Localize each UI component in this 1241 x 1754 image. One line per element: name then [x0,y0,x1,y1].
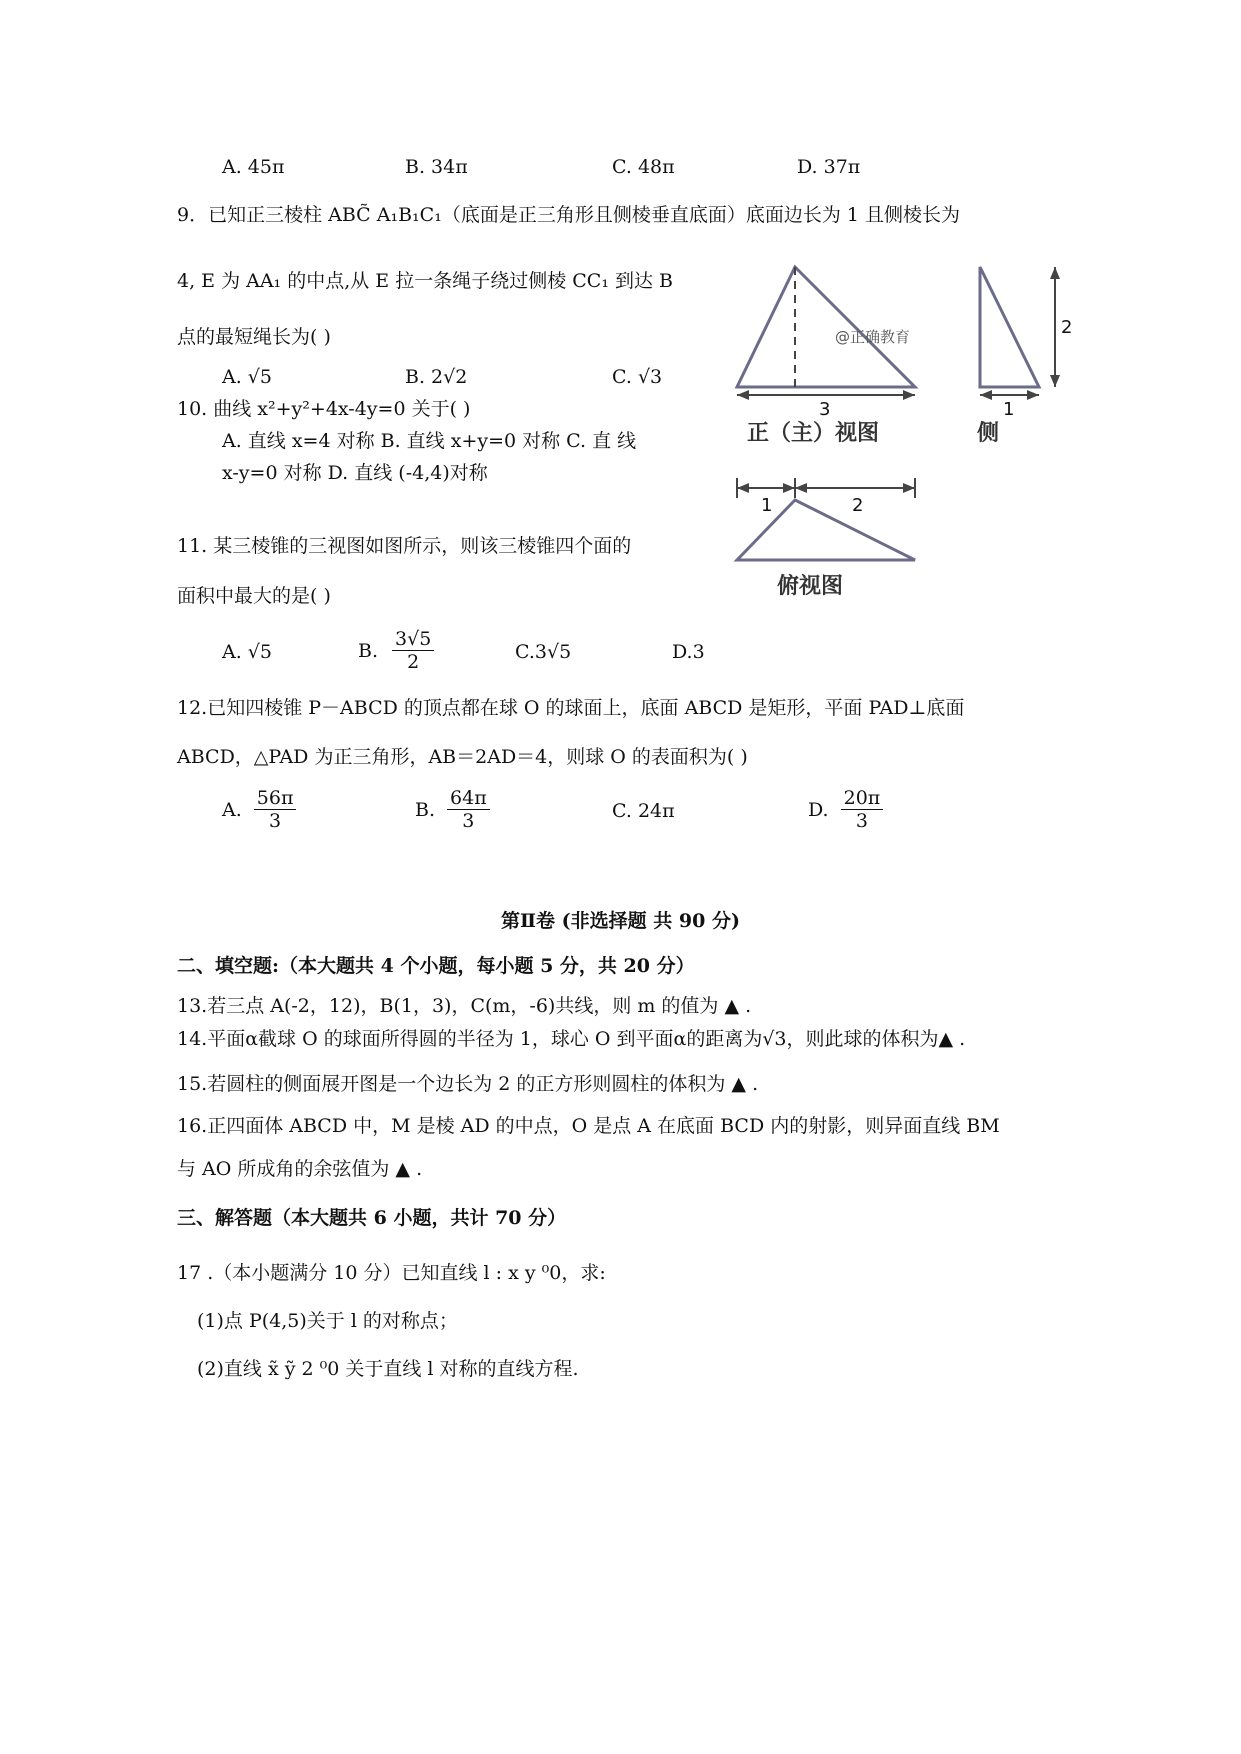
three-view-figure [725,255,1075,605]
top-right-width-label: 2 [852,495,864,516]
front-width-label: 3 [819,399,831,420]
q12-line2: ABCD，△PAD 为正三角形，AB＝2AD＝4，则球 O 的表面积为( ) [177,746,748,768]
q12-option-c: C. 24π [612,800,675,822]
q12-option-b-denominator: 3 [462,810,475,832]
q12-option-d-numerator: 20π [841,787,884,810]
q12-option-b-prefix: B. [415,798,436,821]
q11-option-d: D.3 [672,641,705,663]
section2-heading: 二、填空题:（本大题共 4 个小题，每小题 5 分，共 20 分） [177,955,695,977]
front-view-label: 正（主）视图 [747,421,880,446]
q16-line1: 16.正四面体 ABCD 中，M 是棱 AD 的中点，O 是点 A 在底面 BCD 内的射影，则异面直线 BM [177,1115,1000,1137]
q13: 13.若三点 A(-2，12)，B(1，3)，C(m，-6)共线，则 m 的值为 ▲ . [177,995,752,1017]
q12-option-a [222,787,296,832]
top-view-label: 俯视图 [777,574,844,599]
q11-option-b-numerator: 3√5 [392,628,434,651]
q8-option-a: A. 45π [222,156,285,178]
q11-option-b-denominator: 2 [407,651,420,673]
q10-stem: 10. 曲线 x²+y²+4x-4y=0 关于( ) [177,398,471,420]
q9-line1: 9．已知正三棱柱 ABC̃ A₁B₁C₁（底面是正三角形且侧棱垂直底面）底面边长为 1 且侧棱长为 [177,204,960,226]
side-width-label: 1 [1003,399,1015,420]
q12-option-d-fraction [841,787,884,832]
q17-stem: 17 .（本小题满分 10 分）已知直线 l : x y ⁰0，求: [177,1262,606,1284]
q11-option-c: C.3√5 [515,641,572,663]
q9-option-c: C. √3 [612,366,663,388]
q12-option-b-fraction [447,787,490,832]
q12-option-d [808,787,883,832]
q9-line3: 点的最短绳长为( ) [177,326,331,348]
q12-option-b-numerator: 64π [447,787,490,810]
q12-option-d-denominator: 3 [855,810,868,832]
q11-line2: 面积中最大的是( ) [177,585,331,607]
q10-options-line1: A. 直线 x=4 对称 B. 直线 x+y=0 对称 C. 直 线 [222,430,637,452]
part2-title: 第Ⅱ卷 (非选择题 共 90 分) [501,910,740,932]
q15: 15.若圆柱的侧面展开图是一个边长为 2 的正方形则圆柱的体积为 ▲ . [177,1073,759,1095]
q11-option-b-fraction [392,628,434,673]
side-view-label: 侧 [977,421,1000,446]
q8-option-d: D. 37π [797,156,861,178]
q12-option-a-numerator: 56π [254,787,297,810]
q14: 14.平面α截球 O 的球面所得圆的半径为 1，球心 O 到平面α的距离为√3，则此球的体积为▲ . [177,1028,966,1050]
q8-option-c: C. 48π [612,156,675,178]
side-height-label: 2 [1061,317,1073,338]
q17-part2: (2)直线 x̃ ỹ 2 ⁰0 关于直线 l 对称的直线方程. [197,1358,579,1380]
q16-line2: 与 AO 所成角的余弦值为 ▲ . [177,1158,423,1180]
q12-option-a-fraction [254,787,297,832]
front-view [737,267,915,446]
q17-part1: (1)点 P(4,5)关于 l 的对称点； [197,1310,458,1332]
q12-option-b [415,787,490,832]
top-view [737,478,915,599]
watermark: @正确教育 [835,328,911,346]
q9-option-a: A. √5 [222,366,272,388]
q11-option-b-prefix: B. [358,639,379,662]
q11-line1: 11. 某三棱锥的三视图如图所示，则该三棱锥四个面的 [177,535,632,557]
q9-option-b: B. 2√2 [405,366,468,388]
top-left-width-label: 1 [761,495,773,516]
q12-option-a-denominator: 3 [269,810,282,832]
q11-option-a: A. √5 [222,641,272,663]
q9-line2: 4, E 为 AA₁ 的中点,从 E 拉一条绳子绕过侧棱 CC₁ 到达 B [177,270,673,292]
q12-option-d-prefix: D. [808,798,829,821]
q11-option-b [358,628,434,673]
q12-line1: 12.已知四棱锥 P－ABCD 的顶点都在球 O 的球面上，底面 ABCD 是矩形，平面 PAD⊥底面 [177,697,965,719]
q12-option-a-prefix: A. [222,798,242,821]
q10-options-line2: x-y=0 对称 D. 直线 (-4,4)对称 [222,462,488,484]
q8-option-b: B. 34π [405,156,468,178]
side-view [977,267,1072,446]
section3-heading: 三、解答题（本大题共 6 小题，共计 70 分） [177,1207,567,1229]
